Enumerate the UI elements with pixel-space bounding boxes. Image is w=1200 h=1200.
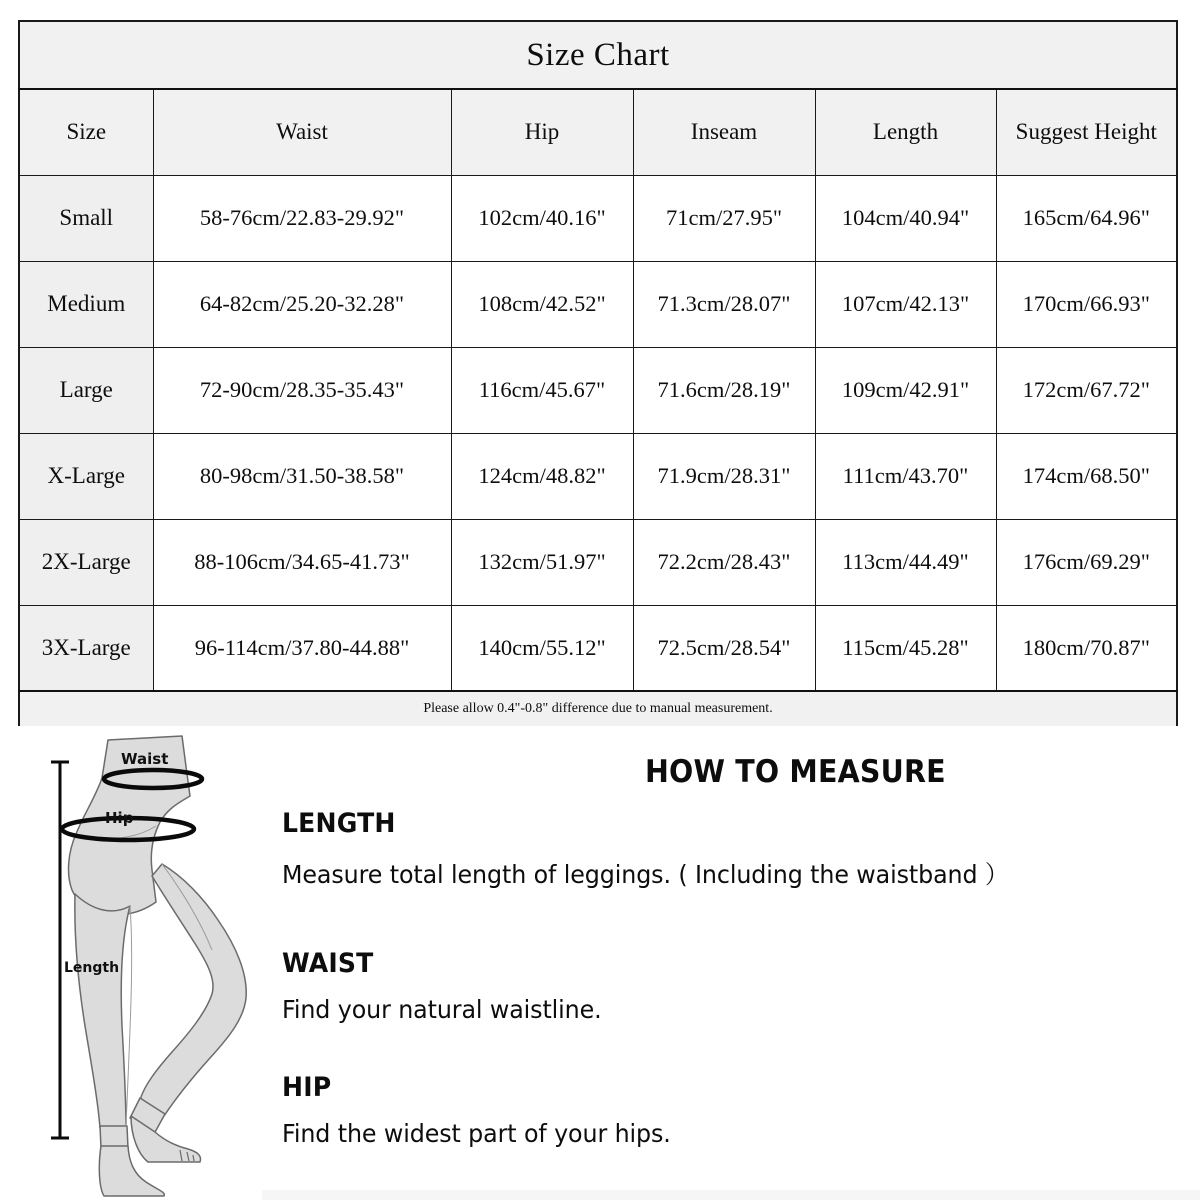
column-header-suggest-height: Suggest Height	[996, 89, 1177, 175]
how-to-measure-section	[0, 726, 1200, 1200]
cell-waist: 64-82cm/25.20-32.28"	[153, 261, 451, 347]
cell-hip: 132cm/51.97"	[451, 519, 633, 605]
column-header-hip: Hip	[451, 89, 633, 175]
chart-title: Size Chart	[19, 21, 1177, 89]
cell-inseam: 71cm/27.95"	[633, 175, 815, 261]
cell-length: 111cm/43.70"	[815, 433, 996, 519]
cell-waist: 58-76cm/22.83-29.92"	[153, 175, 451, 261]
table-header-row	[19, 89, 1177, 175]
cell-hip: 140cm/55.12"	[451, 605, 633, 691]
cell-waist: 88-106cm/34.65-41.73"	[153, 519, 451, 605]
leggings-illustration	[30, 730, 280, 1200]
cell-length: 104cm/40.94"	[815, 175, 996, 261]
cell-hip: 124cm/48.82"	[451, 433, 633, 519]
measure-instructions	[282, 726, 1192, 1200]
cell-inseam: 72.2cm/28.43"	[633, 519, 815, 605]
cell-length: 109cm/42.91"	[815, 347, 996, 433]
table-row	[19, 519, 1177, 605]
cell-waist: 72-90cm/28.35-35.43"	[153, 347, 451, 433]
cell-length: 113cm/44.49"	[815, 519, 996, 605]
bottom-divider	[262, 1190, 1200, 1200]
table-footnote-row	[19, 691, 1177, 727]
cell-size: 3X-Large	[19, 605, 153, 691]
cell-suggest-height: 174cm/68.50"	[996, 433, 1177, 519]
table-row	[19, 347, 1177, 433]
column-header-size: Size	[19, 89, 153, 175]
cell-suggest-height: 165cm/64.96"	[996, 175, 1177, 261]
figure-label-waist: Waist	[121, 750, 169, 768]
measure-block-hip	[282, 1072, 1192, 1148]
table-row	[19, 605, 1177, 691]
measure-block-waist	[282, 948, 1192, 1024]
column-header-waist: Waist	[153, 89, 451, 175]
cell-size: Medium	[19, 261, 153, 347]
cell-inseam: 71.3cm/28.07"	[633, 261, 815, 347]
table-row	[19, 261, 1177, 347]
cell-inseam: 71.9cm/28.31"	[633, 433, 815, 519]
how-to-measure-title: HOW TO MEASURE	[645, 754, 946, 790]
measure-body-hip: Find the widest part of your hips.	[282, 1119, 671, 1148]
column-header-inseam: Inseam	[633, 89, 815, 175]
cell-hip: 116cm/45.67"	[451, 347, 633, 433]
measure-body-length: Measure total length of leggings. ( Including the waistband ）	[282, 860, 1009, 889]
table-row	[19, 433, 1177, 519]
cell-hip: 102cm/40.16"	[451, 175, 633, 261]
size-chart-table	[18, 20, 1178, 728]
cell-size: Large	[19, 347, 153, 433]
cell-size: 2X-Large	[19, 519, 153, 605]
figure-label-length: Length	[64, 960, 120, 976]
cell-hip: 108cm/42.52"	[451, 261, 633, 347]
cell-suggest-height: 172cm/67.72"	[996, 347, 1177, 433]
length-measure-line-icon	[51, 762, 69, 1138]
cell-inseam: 71.6cm/28.19"	[633, 347, 815, 433]
cell-waist: 96-114cm/37.80-44.88"	[153, 605, 451, 691]
cell-suggest-height: 176cm/69.29"	[996, 519, 1177, 605]
cell-suggest-height: 170cm/66.93"	[996, 261, 1177, 347]
measure-heading-length: LENGTH	[282, 808, 396, 839]
table-row	[19, 175, 1177, 261]
measurement-footnote: Please allow 0.4"-0.8" difference due to manual measurement.	[19, 691, 1177, 727]
cell-waist: 80-98cm/31.50-38.58"	[153, 433, 451, 519]
measure-block-length	[282, 808, 1192, 891]
cell-inseam: 72.5cm/28.54"	[633, 605, 815, 691]
measure-body-waist: Find your natural waistline.	[282, 995, 602, 1024]
measure-heading-hip: HIP	[282, 1072, 332, 1103]
measure-heading-waist: WAIST	[282, 948, 374, 979]
cell-length: 115cm/45.28"	[815, 605, 996, 691]
column-header-length: Length	[815, 89, 996, 175]
cell-size: X-Large	[19, 433, 153, 519]
table-title-row	[19, 21, 1177, 89]
cell-suggest-height: 180cm/70.87"	[996, 605, 1177, 691]
figure-label-hip: Hip	[105, 809, 134, 827]
cell-length: 107cm/42.13"	[815, 261, 996, 347]
cell-size: Small	[19, 175, 153, 261]
